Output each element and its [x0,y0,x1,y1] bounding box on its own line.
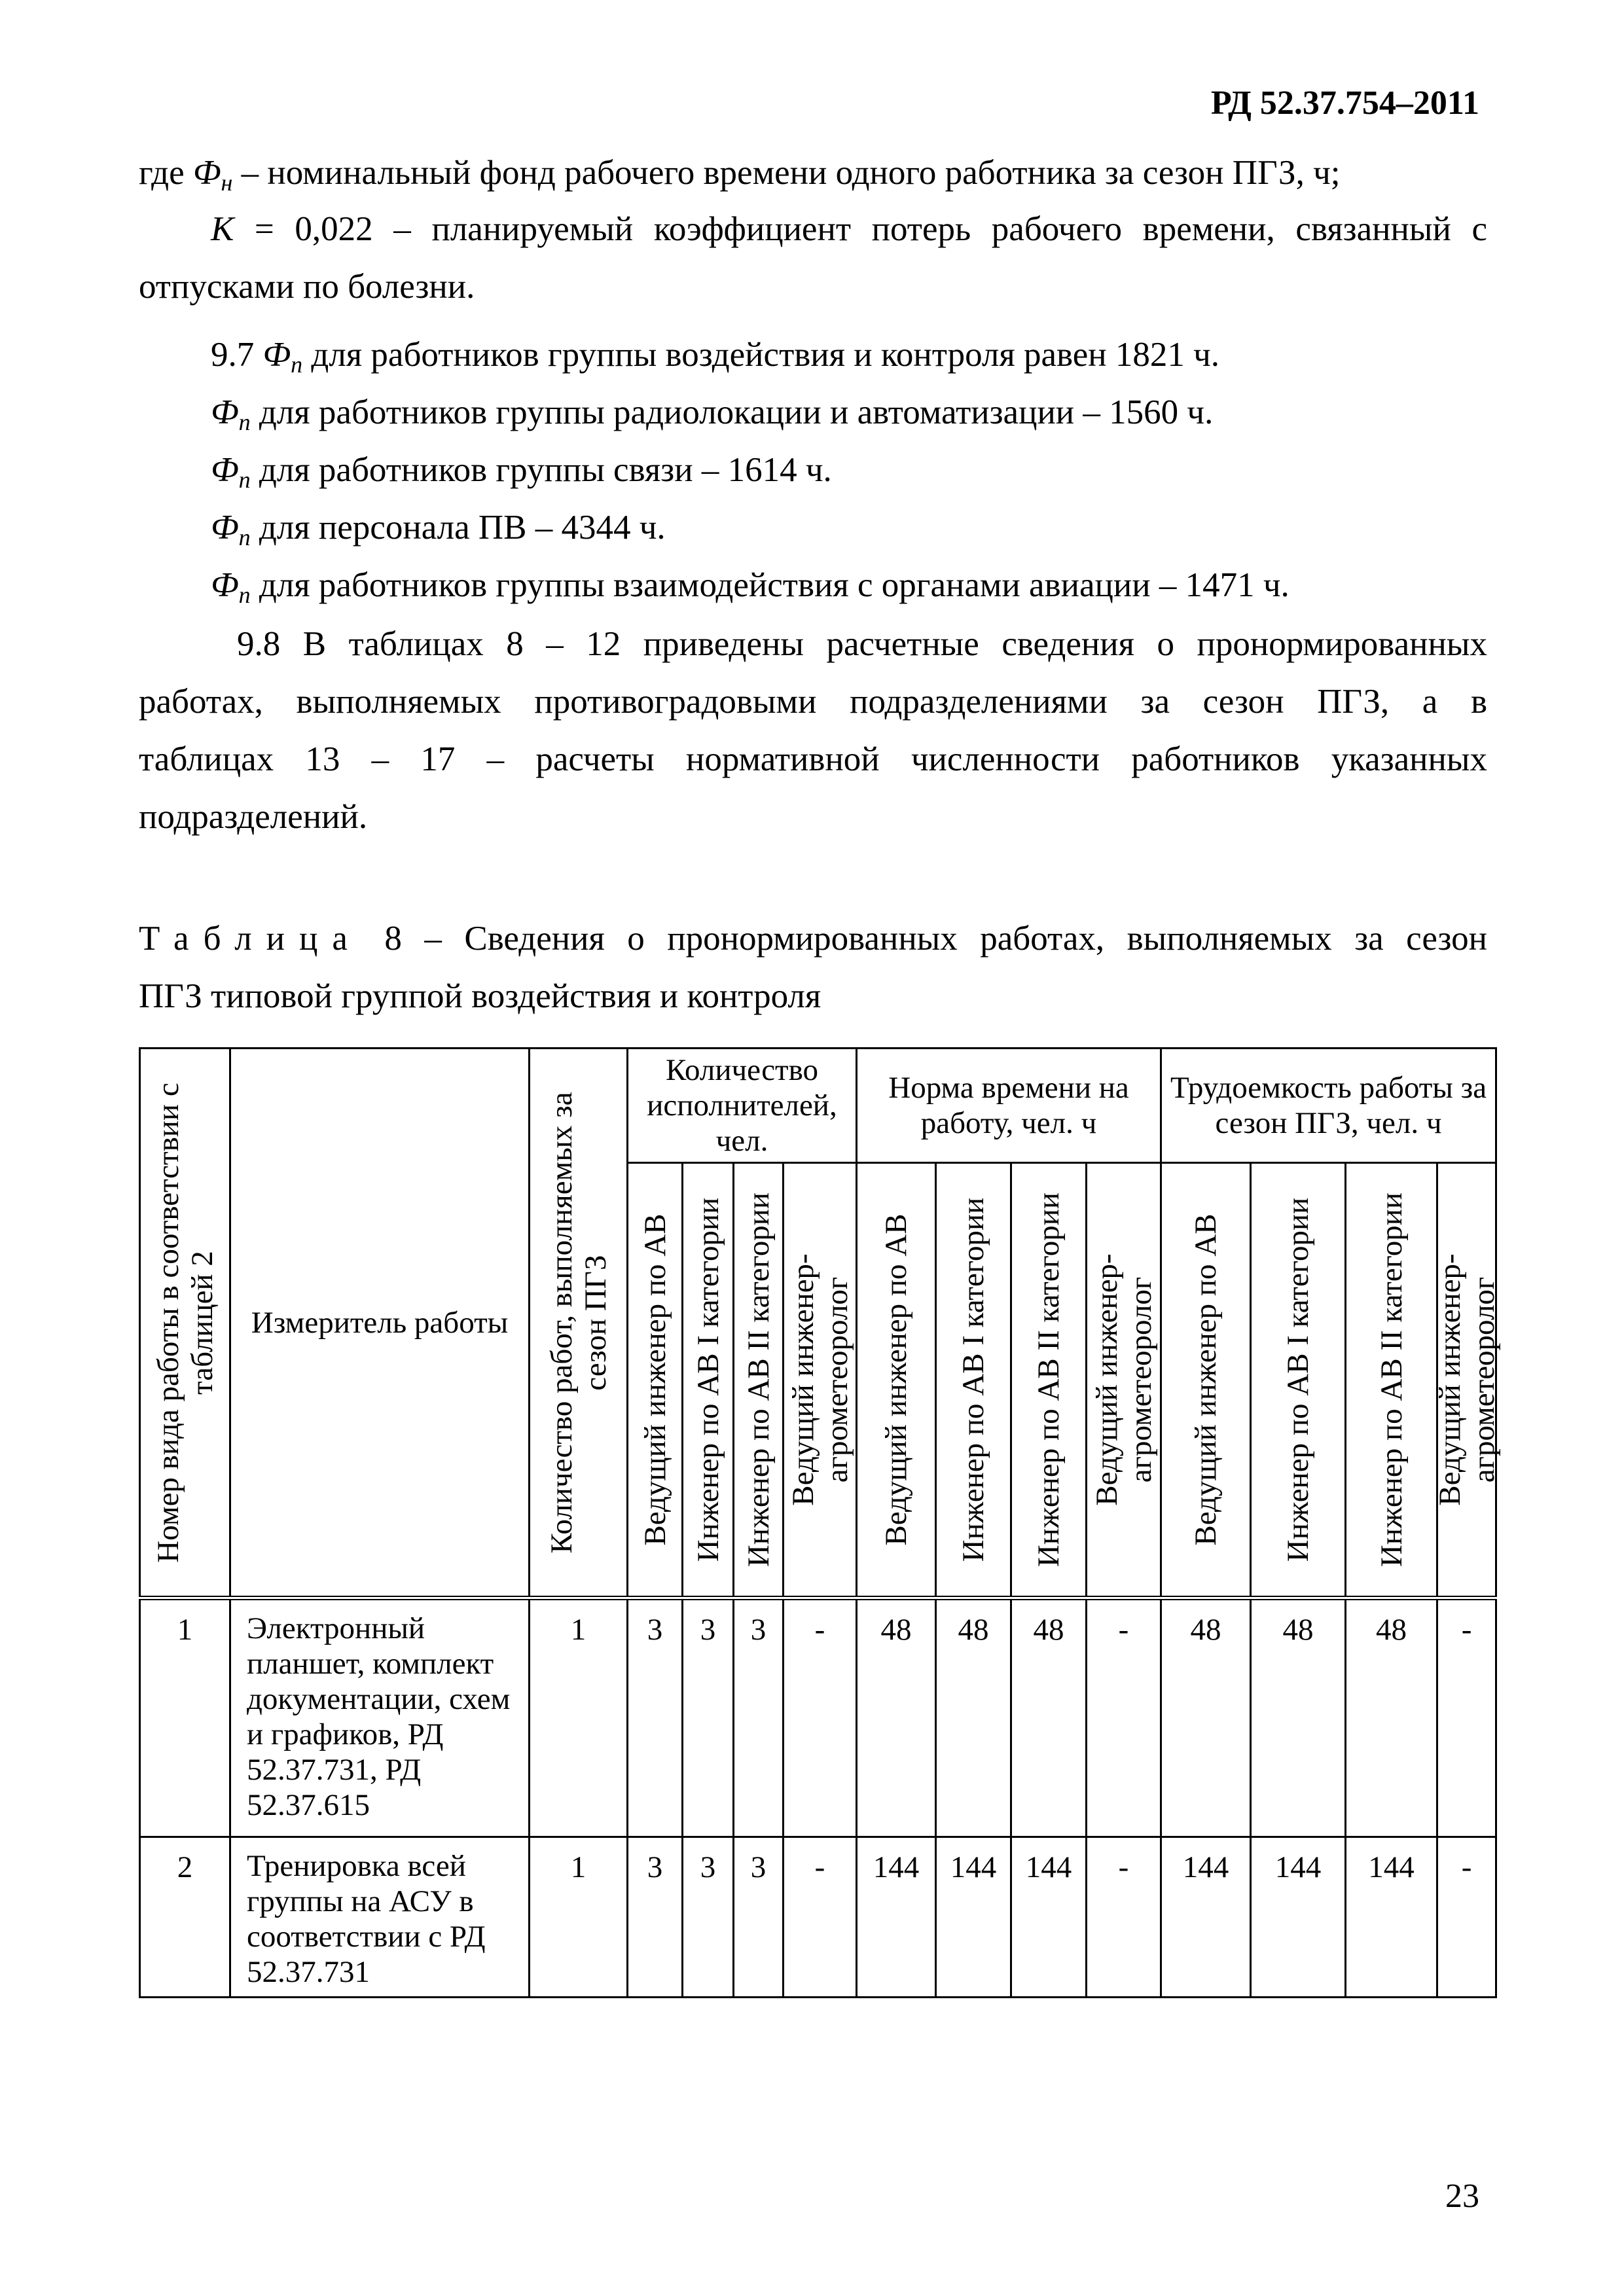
header-group-performers: Количество исполнителей, чел. [628,1049,857,1163]
row-measure: Тренировка всей группы на АСУ в соответствии с РД 52.37.731 [230,1837,530,1998]
header-work-number: Номер вида работы в соответствии с таблицей 2 [140,1049,230,1598]
norm-cat1: 144 [936,1837,1011,1998]
subheader-lead-engineer: Ведущий инженер по АВ [628,1163,683,1598]
labor-agro: - [1437,1837,1496,1998]
labor-cat1: 144 [1251,1837,1346,1998]
subheader-engineer-cat1: Инженер по АВ I категории [936,1163,1011,1598]
norm-cat2: 144 [1011,1837,1087,1998]
document-code: РД 52.37.754–2011 [1210,84,1479,122]
paragraph-communication: $Ф_п$ для работников группы связи – 1614 ч. [211,451,832,493]
subheader-agrometeorologist: Ведущий инженер-агрометеоролог [1437,1163,1496,1598]
labor-lead: 48 [1161,1598,1251,1837]
performers-cat2: 3 [734,1598,784,1837]
norm-lead: 144 [857,1837,936,1998]
subheader-engineer-cat2: Инженер по АВ II категории [1011,1163,1087,1598]
subheader-agrometeorologist: Ведущий инженер-агрометеоролог [784,1163,857,1598]
performers-cat2: 3 [734,1837,784,1998]
subheader-engineer-cat2: Инженер по АВ II категории [734,1163,784,1598]
header-group-norm: Норма времени на работу, чел. ч [857,1049,1161,1163]
performers-agro: - [784,1598,857,1837]
table-row [140,1837,1496,1998]
paragraph-pv-staff: $Ф_п$ для персонала ПВ – 4344 ч. [211,509,666,550]
labor-lead: 144 [1161,1837,1251,1998]
row-measure: Электронный планшет, комплект документации, схем и графиков, РД 52.37.731, РД 52.37.615 [230,1598,530,1837]
subheader-agrometeorologist: Ведущий инженер-агрометеоролог [1087,1163,1161,1598]
norm-agro: - [1087,1598,1161,1837]
labor-cat2: 144 [1346,1837,1437,1998]
performers-lead: 3 [628,1837,683,1998]
norm-lead: 48 [857,1598,936,1837]
norm-agro: - [1087,1837,1161,1998]
labor-cat1: 48 [1251,1598,1346,1837]
paragraph-radar: $Ф_п$ для работников группы радиолокации и автоматизации – 1560 ч. [211,393,1214,435]
work-norms-table [139,1047,1501,1998]
paragraph-aviation: $Ф_п$ для работников группы взаимодействия с органами авиации – 1471 ч. [211,566,1290,608]
norm-cat1: 48 [936,1598,1011,1837]
subheader-engineer-cat2: Инженер по АВ II категории [1346,1163,1437,1598]
page-number: 23 [1445,2178,1479,2215]
performers-cat1: 3 [683,1598,734,1837]
performers-cat1: 3 [683,1837,734,1998]
subheader-engineer-cat1: Инженер по АВ I категории [683,1163,734,1598]
row-number: 2 [140,1837,230,1998]
performers-lead: 3 [628,1598,683,1837]
header-work-count: Количество работ, выполняемых за сезон ПГЗ [530,1049,628,1598]
row-count: 1 [530,1598,628,1837]
subheader-lead-engineer: Ведущий инженер по АВ [1161,1163,1251,1598]
header-group-labor: Трудоемкость работы за сезон ПГЗ, чел. ч [1161,1049,1496,1163]
row-count: 1 [530,1837,628,1998]
performers-agro: - [784,1837,857,1998]
row-number: 1 [140,1598,230,1837]
paragraph-fn-definition: где $Ф_н$ – номинальный фонд рабочего времени одного работника за сезон ПГЗ, ч; [139,154,1341,196]
table-caption: Таблица 8 – Сведения о пронормированных работах, выполняемых за сезон ПГЗ типовой группой воздействия и контроля [139,920,1487,1015]
subheader-engineer-cat1: Инженер по АВ I категории [1251,1163,1346,1598]
norm-cat2: 48 [1011,1598,1087,1837]
table-row [140,1598,1496,1837]
subheader-lead-engineer: Ведущий инженер по АВ [857,1163,936,1598]
paragraph-9-8: 9.8 В таблицах 8 – 12 приведены расчетные сведения о пронормированных работах, выполняемых противоградовыми подразделениями за сезон ПГЗ, а в таблицах 13 – 17 – расчеты нормативной численности работников указанных подразделений. [139,625,1487,836]
header-measure: Измеритель работы [230,1049,530,1598]
paragraph-k-definition: К = 0,022 – планируемый коэффициент потерь рабочего времени, связанный с отпусками по болезни. [139,210,1487,306]
paragraph-9-7: 9.7 $Ф_п$ для работников группы воздействия и контроля равен 1821 ч. [211,336,1220,378]
labor-cat2: 48 [1346,1598,1437,1837]
labor-agro: - [1437,1598,1496,1837]
